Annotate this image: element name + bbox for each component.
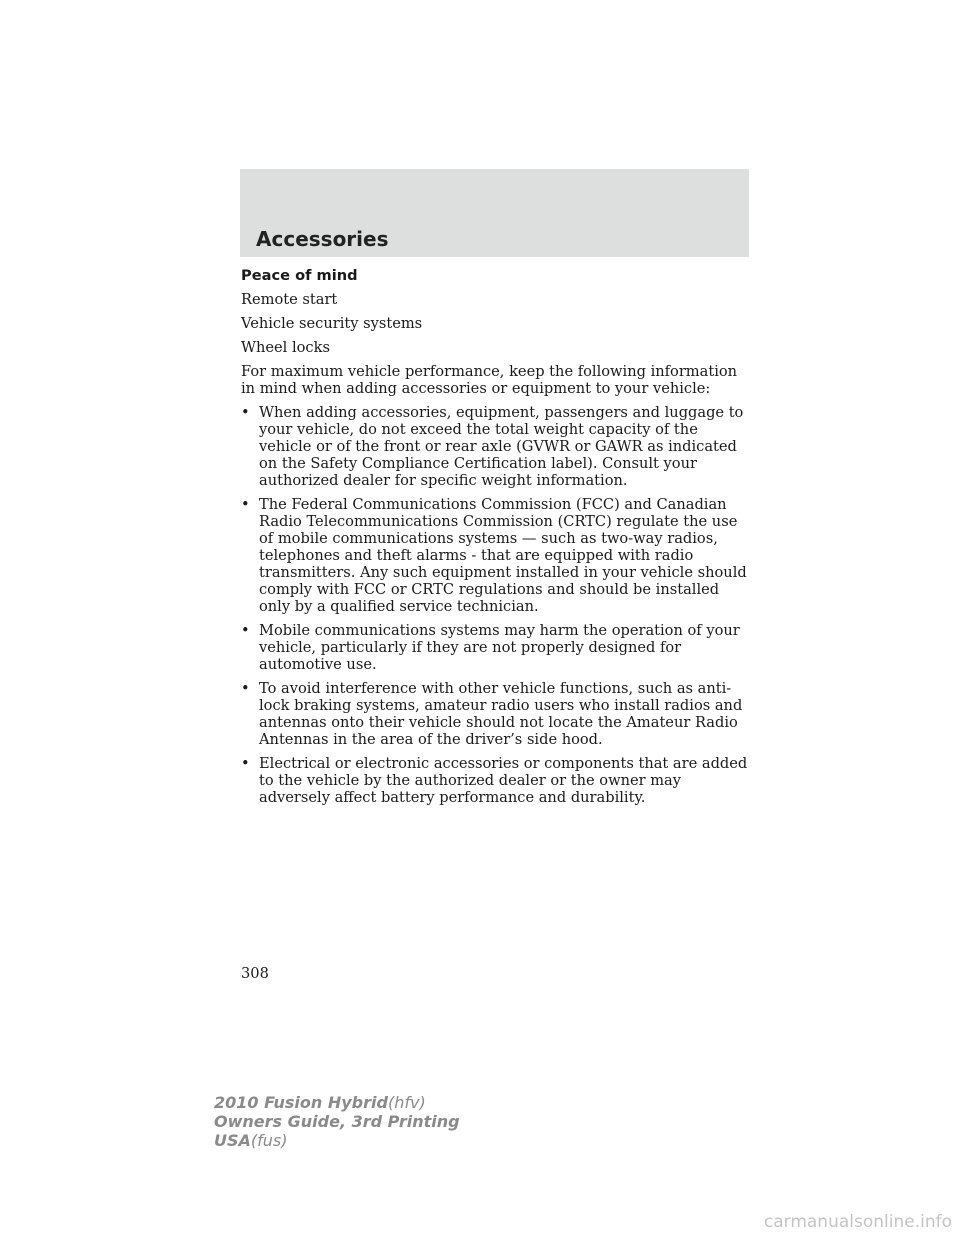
bullet-item-weight	[241, 404, 751, 489]
intro-paragraph: For maximum vehicle performance, keep the following information in mind when adding accessories or equipment to your vehicle:	[241, 363, 738, 397]
document-footer	[214, 1093, 460, 1150]
section-title: Accessories	[256, 227, 389, 251]
footer-line-1	[214, 1093, 460, 1112]
footer-line-2	[214, 1112, 460, 1131]
bullet-icon: •	[241, 404, 250, 421]
bullet-text: Electrical or electronic accessories or components that are added to the vehicle by the authorized dealer or the owner may adversely affect battery performance and durability.	[259, 755, 748, 806]
list-item-wheel-locks: Wheel locks	[241, 339, 330, 356]
subsection-heading: Peace of mind	[241, 267, 358, 284]
bullet-item-fcc	[241, 496, 751, 615]
bullet-text: Mobile communications systems may harm the operation of your vehicle, particularly if they are not properly designed for automotive use.	[259, 622, 740, 673]
page-number: 308	[241, 965, 269, 982]
section-header-band	[240, 169, 749, 257]
bullet-icon: •	[241, 622, 250, 639]
bullet-text: When adding accessories, equipment, passengers and luggage to your vehicle, do not exceed the total weight capacity of the vehicle or of the front or rear axle (GVWR or GAWR as indicated on the Safety Compliance Certification label). Consult your authorized dealer for specific weight information.	[259, 404, 744, 489]
footer-line-3	[214, 1131, 460, 1150]
bullet-item-interference	[241, 680, 751, 748]
site-watermark: carmanualsonline.info	[763, 1212, 952, 1232]
bullet-icon: •	[241, 755, 250, 772]
footer-market-code: (fus)	[250, 1131, 288, 1150]
bullet-text: To avoid interference with other vehicle functions, such as anti-lock braking systems, amateur radio users who install radios and antennas onto their vehicle should not locate the Amateur Radio Antennas in the area of the driver’s side hood.	[259, 680, 743, 748]
bullet-text: The Federal Communications Commission (FCC) and Canadian Radio Telecommunications Commission (CRTC) regulate the use of mobile communications systems — such as two-way radios, telephones and theft alarms - that are equipped with radio transmitters. Any such equipment installed in your vehicle should comply with FCC or CRTC regulations and should be installed only by a qualified service technician.	[259, 496, 747, 615]
footer-model-code: (hfv)	[387, 1093, 426, 1112]
footer-market: USA	[214, 1131, 251, 1150]
list-item-remote-start: Remote start	[241, 291, 338, 308]
page-content	[241, 267, 751, 813]
bullet-icon: •	[241, 680, 250, 697]
footer-printing: Owners Guide, 3rd Printing	[214, 1112, 460, 1131]
bullet-item-battery	[241, 755, 751, 806]
bullet-item-mobile-comms	[241, 622, 751, 673]
footer-model: 2010 Fusion Hybrid	[214, 1093, 388, 1112]
bullet-list	[241, 404, 751, 806]
bullet-icon: •	[241, 496, 250, 513]
list-item-security-systems: Vehicle security systems	[241, 315, 423, 332]
